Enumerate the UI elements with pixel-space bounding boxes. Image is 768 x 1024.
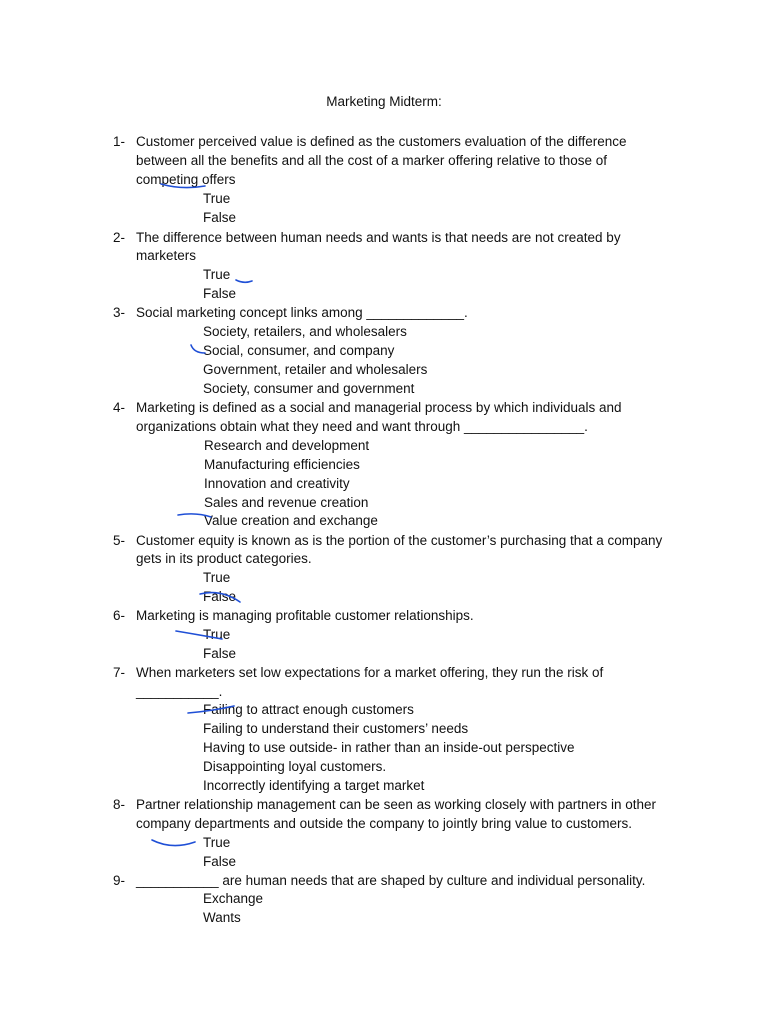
answer-option: False: [203, 286, 237, 301]
answer-option: Manufacturing efficiencies: [204, 457, 360, 472]
question-text: between all the benefits and all the cost of a marker offering relative to those of: [136, 153, 608, 168]
question-text: Partner relationship management can be seen as working closely with partners in other: [136, 797, 657, 812]
answer-option: Incorrectly identifying a target market: [203, 778, 425, 793]
pen-mark-q8: [152, 840, 195, 846]
question-text: Marketing is managing profitable customer relationships.: [136, 608, 474, 623]
answer-option: Government, retailer and wholesalers: [203, 362, 428, 377]
question-text: ___________ are human needs that are shaped by culture and individual personality.: [136, 873, 646, 888]
question-text: gets in its product categories.: [136, 551, 312, 566]
answer-option: Society, retailers, and wholesalers: [203, 324, 407, 339]
answer-option: Having to use outside- in rather than an inside-out perspective: [203, 740, 575, 755]
answer-option: Social, consumer, and company: [203, 343, 395, 358]
answer-option: False: [203, 854, 237, 869]
question-text: The difference between human needs and wants is that needs are not created by: [136, 230, 621, 245]
answer-option: Exchange: [203, 891, 264, 906]
answer-option: False: [203, 589, 237, 604]
question-text: Customer equity is known as is the portion of the customer’s purchasing that a company: [136, 533, 663, 548]
answer-option: True: [203, 570, 231, 585]
question-text: Marketing is defined as a social and managerial process by which individuals and: [136, 400, 622, 415]
question-number: 2-: [113, 230, 126, 245]
question-text: marketers: [136, 248, 197, 263]
question-number: 4-: [113, 400, 126, 415]
answer-option: True: [203, 267, 231, 282]
answer-option: True: [203, 627, 231, 642]
answer-option: Disappointing loyal customers.: [203, 759, 387, 774]
question-number: 3-: [113, 305, 126, 320]
answer-option: Innovation and creativity: [204, 476, 350, 491]
answer-option: True: [203, 191, 231, 206]
pen-mark-q2: [236, 280, 252, 282]
question-number: 1-: [113, 134, 126, 149]
answer-option: Failing to attract enough customers: [203, 702, 414, 717]
answer-option: Society, consumer and government: [203, 381, 415, 396]
answer-option: Research and development: [204, 438, 370, 453]
answer-option: Value creation and exchange: [204, 513, 378, 528]
question-number: 9-: [113, 873, 126, 888]
answer-option: False: [203, 646, 237, 661]
answer-option: True: [203, 835, 231, 850]
question-text: Social marketing concept links among _____________.: [136, 305, 468, 320]
question-text: company departments and outside the company to jointly bring value to customers.: [136, 816, 633, 831]
page-title: Marketing Midterm:: [326, 94, 442, 109]
question-number: 7-: [113, 665, 126, 680]
question-number: 5-: [113, 533, 126, 548]
question-text: Customer perceived value is defined as the customers evaluation of the difference: [136, 134, 627, 149]
answer-option: Failing to understand their customers’ needs: [203, 721, 469, 736]
question-text: ___________.: [136, 684, 223, 699]
answer-option: False: [203, 210, 237, 225]
question-number: 8-: [113, 797, 126, 812]
question-text: organizations obtain what they need and want through ________________.: [136, 419, 588, 434]
answer-option: Wants: [203, 910, 241, 925]
question-number: 6-: [113, 608, 126, 623]
question-text: competing offers: [136, 172, 236, 187]
question-text: When marketers set low expectations for a market offering, they run the risk of: [136, 665, 604, 680]
answer-option: Sales and revenue creation: [204, 495, 369, 510]
